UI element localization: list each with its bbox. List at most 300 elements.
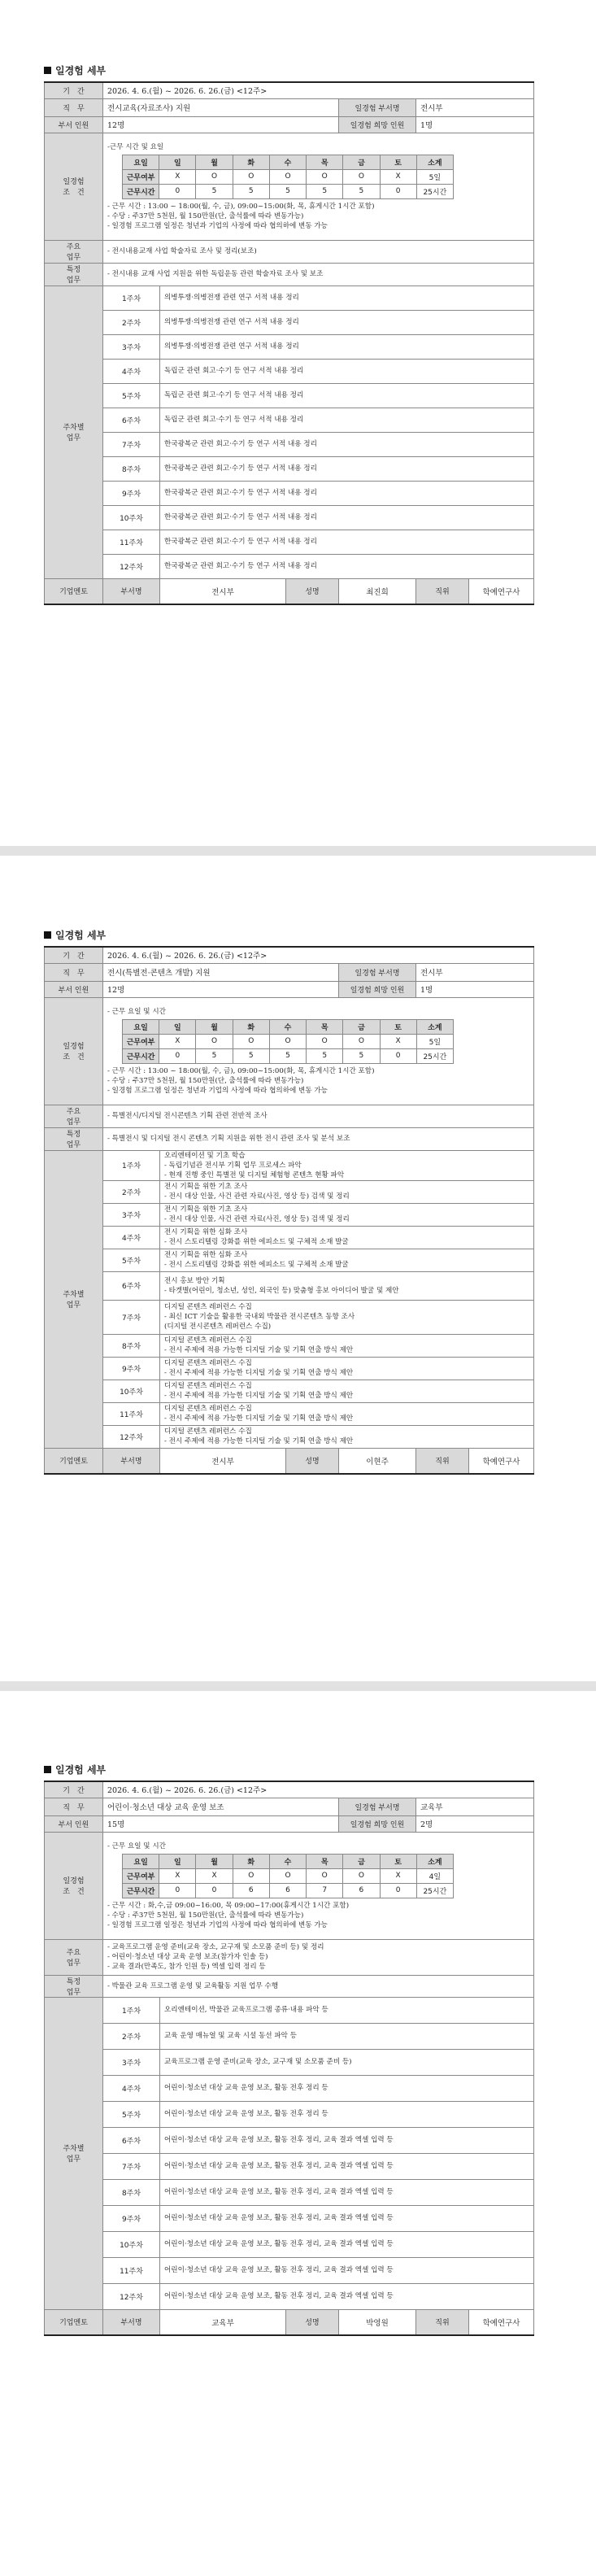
week-line: - 전시 주제에 적용 가능한 디지털 기술 및 기획 연출 방식 제안 xyxy=(164,1346,354,1354)
week-row xyxy=(45,285,534,310)
main-work-line: - 특별전시/디지털 전시콘텐츠 기획 관련 전반적 조사 xyxy=(107,1112,268,1120)
week-row xyxy=(45,1271,534,1300)
conditions-row xyxy=(45,997,534,1105)
schedule-cell: O xyxy=(269,169,306,184)
schedule-header-cell: 금 xyxy=(343,155,380,169)
week-content xyxy=(160,2205,534,2231)
hire-row xyxy=(45,981,534,997)
schedule-header-cell: 일 xyxy=(159,155,196,169)
schedule-row-label: 근무여부 xyxy=(123,1034,159,1048)
condition-note-line: - 수당 : 주37만 5천원, 월 150만원(단, 출석률에 따라 변동가능) xyxy=(107,1076,304,1085)
mentor-position-label: 직위 xyxy=(416,2309,469,2335)
mentor-dept-value: 교육부 xyxy=(160,2309,286,2335)
duty-value: 어린이·청소년 대상 교육 운영 보조 xyxy=(103,1798,339,1815)
week-label: 6주차 xyxy=(103,408,160,432)
schedule-cell: 5 xyxy=(343,184,380,198)
week-line: 디지털 콘텐츠 레퍼런스 수집 xyxy=(164,1336,252,1345)
host-dept-label: 일경험 부서명 xyxy=(339,98,416,116)
week-content xyxy=(160,1271,534,1300)
mentor-position-label: 직위 xyxy=(416,1448,469,1474)
conditions-label: 일경험 조 건 xyxy=(45,997,103,1105)
schedule-cell: 7 xyxy=(307,1883,343,1898)
mentor-dept-label: 부서명 xyxy=(103,2309,160,2335)
experience-table xyxy=(44,946,534,1475)
week-content xyxy=(160,2049,534,2075)
week-line: 디지털 콘텐츠 레퍼런스 수집 xyxy=(164,1427,252,1436)
schedule-row xyxy=(123,1883,454,1898)
week-row xyxy=(45,1150,534,1180)
week-line: 교육 운영 매뉴얼 및 교육 시설 동선 파악 등 xyxy=(164,2032,297,2040)
week-line: - 전시 스토리텔링 강화를 위한 에피소드 및 구체적 소재 발굴 xyxy=(164,1261,349,1269)
special-work-line: - 특별전시 및 디지털 전시 콘텐츠 기획 지원을 위한 전시 관련 조사 및 분석 보조 xyxy=(107,1135,350,1143)
main-work-row xyxy=(45,1939,534,1975)
main-work-value xyxy=(103,1105,534,1127)
square-bullet-icon xyxy=(44,931,51,939)
condition-note-line: - 일경험 프로그램 일정은 청년과 기업의 사정에 따라 협의하에 변동 가능 xyxy=(107,1920,328,1929)
week-label: 9주차 xyxy=(103,2205,160,2231)
host-count-label: 일경험 희망 인원 xyxy=(339,116,416,133)
schedule-cell: 5 xyxy=(269,184,306,198)
week-content xyxy=(160,2153,534,2179)
week-row xyxy=(45,334,534,359)
week-row xyxy=(45,432,534,456)
special-work-value xyxy=(103,1975,534,1997)
week-line: - 독립기념관 전시부 기획 업무 프로세스 파악 xyxy=(164,1161,302,1170)
schedule-cell: O xyxy=(196,169,233,184)
schedule-header-cell: 화 xyxy=(233,155,269,169)
conditions-value xyxy=(103,1832,534,1939)
mentor-name-label: 성명 xyxy=(286,578,339,604)
schedule-cell: 0 xyxy=(159,1883,196,1898)
special-work-value xyxy=(103,1127,534,1150)
week-row xyxy=(45,2283,534,2309)
week-line: - 전시 주제에 적용 가능한 디지털 기술 및 기획 연출 방식 제안 xyxy=(164,1437,354,1445)
week-row xyxy=(45,2075,534,2101)
week-row xyxy=(45,2153,534,2179)
week-content xyxy=(160,530,534,554)
schedule-header-row xyxy=(123,155,454,169)
week-content xyxy=(160,432,534,456)
week-label: 4주차 xyxy=(103,359,160,383)
schedule-table xyxy=(122,1854,454,1898)
week-line: - 전시 스토리텔링 강화를 위한 에피소드 및 구체적 소재 발굴 xyxy=(164,1238,349,1246)
duty-value: 전시(특별전·콘텐츠 개발) 지원 xyxy=(103,963,339,981)
week-label: 12주차 xyxy=(103,2283,160,2309)
weekly-work-label: 주차별 업무 xyxy=(45,1150,103,1448)
schedule-header-cell: 월 xyxy=(196,1019,233,1034)
week-line: - 현재 진행 중인 특별전 및 디지털 체험형 콘텐츠 현황 파악 xyxy=(164,1170,345,1179)
week-label: 7주차 xyxy=(103,2153,160,2179)
schedule-cell: X xyxy=(380,169,416,184)
week-line: 어린이·청소년 대상 교육 운영 보조, 활동 전후 정리, 교육 결과 엑셀 입력 등 xyxy=(164,2292,394,2300)
mentor-label: 기업멘토 xyxy=(45,1448,103,1474)
hire-count-value: 12명 xyxy=(103,116,339,133)
week-content xyxy=(160,2075,534,2101)
schedule-row xyxy=(123,184,454,198)
schedule-header-cell: 금 xyxy=(343,1019,380,1034)
main-work-value xyxy=(103,1939,534,1975)
period-label: 기 간 xyxy=(45,947,103,963)
special-work-label: 특정 업무 xyxy=(45,263,103,285)
week-label: 11주차 xyxy=(103,2257,160,2283)
week-row xyxy=(45,2257,534,2283)
week-line: 디지털 콘텐츠 레퍼런스 수집 xyxy=(164,1303,252,1311)
period-label: 기 간 xyxy=(45,1781,103,1798)
week-line: 의병투쟁·의병전쟁 관련 연구 서적 내용 정리 xyxy=(164,294,299,302)
schedule-cell: 5 xyxy=(196,184,233,198)
week-line: 전시 기획을 위한 기초 조사 xyxy=(164,1205,248,1214)
week-content xyxy=(160,481,534,505)
week-line: 독립군 관련 회고·수기 등 연구 서적 내용 정리 xyxy=(164,367,304,375)
week-row xyxy=(45,1249,534,1271)
experience-table xyxy=(44,81,534,605)
host-count-value: 1명 xyxy=(416,981,534,997)
main-work-label: 주요 업무 xyxy=(45,1939,103,1975)
week-label: 3주차 xyxy=(103,334,160,359)
schedule-row-label: 근무여부 xyxy=(123,169,159,184)
schedule-cell: 0 xyxy=(159,184,196,198)
conditions-row xyxy=(45,1832,534,1939)
week-row xyxy=(45,530,534,554)
duty-label: 직 무 xyxy=(45,963,103,981)
schedule-row-label: 근무시간 xyxy=(123,184,159,198)
section-title xyxy=(44,1763,533,1777)
week-row xyxy=(45,383,534,408)
host-dept-label: 일경험 부서명 xyxy=(339,963,416,981)
schedule-row xyxy=(123,1048,454,1063)
schedule-cell: 0 xyxy=(159,1048,196,1063)
schedule-header-cell: 소계 xyxy=(416,1019,453,1034)
schedule-header-cell: 화 xyxy=(233,1854,269,1868)
main-work-line: - 전시내용교재 사업 학술자료 조사 및 정리(보조) xyxy=(107,247,257,255)
special-work-value xyxy=(103,263,534,285)
mentor-name-label: 성명 xyxy=(286,1448,339,1474)
week-label: 8주차 xyxy=(103,456,160,481)
week-label: 11주차 xyxy=(103,1402,160,1425)
host-dept-value: 전시부 xyxy=(416,98,534,116)
schedule-cell: 0 xyxy=(380,1048,416,1063)
period-row xyxy=(45,82,534,98)
schedule-cell: X xyxy=(380,1868,416,1883)
week-line: 한국광복군 관련 회고·수기 등 연구 서적 내용 정리 xyxy=(164,538,317,546)
period-value: 2026. 4. 6.(월) ~ 2026. 6. 26.(금) <12주> xyxy=(103,1781,534,1798)
special-work-row xyxy=(45,1975,534,1997)
schedule-header-cell: 금 xyxy=(343,1854,380,1868)
special-work-line: - 전시내용 교재 사업 지원을 위한 독립운동 관련 학술자료 조사 및 보조 xyxy=(107,270,324,278)
host-dept-label: 일경험 부서명 xyxy=(339,1798,416,1815)
period-value: 2026. 4. 6.(월) ~ 2026. 6. 26.(금) <12주> xyxy=(103,82,534,98)
schedule-header-cell: 목 xyxy=(307,155,343,169)
schedule-cell: X xyxy=(159,169,196,184)
schedule-cell: X xyxy=(196,1868,233,1883)
mentor-position-label: 직위 xyxy=(416,578,469,604)
condition-note-line: - 근무 시간 : 13:00 ~ 18:00(월, 수, 금), 09:00~15:00(화, 목, 휴게시간 1시간 포함) xyxy=(107,1066,375,1075)
schedule-cell: O xyxy=(233,169,269,184)
main-work-label: 주요 업무 xyxy=(45,240,103,263)
mentor-row xyxy=(45,578,534,604)
week-row xyxy=(45,1997,534,2023)
week-line: 어린이·청소년 대상 교육 운영 보조, 활동 전후 정리, 교육 결과 엑셀 입력 등 xyxy=(164,2136,394,2144)
schedule-cell: O xyxy=(307,1034,343,1048)
schedule-cell: O xyxy=(269,1868,306,1883)
week-line: 교육프로그램 운영 준비(교육 장소, 교구재 및 소모품 준비 등) xyxy=(164,2058,352,2066)
host-dept-value: 교육부 xyxy=(416,1798,534,1815)
page-gap xyxy=(0,846,596,856)
conditions-title: - 근무 요일 및 시간 xyxy=(107,1007,166,1016)
schedule-header-cell: 수 xyxy=(269,155,306,169)
week-content xyxy=(160,1300,534,1334)
schedule-cell: O xyxy=(307,1868,343,1883)
week-content xyxy=(160,1150,534,1180)
week-line: 전시 기획을 위한 심화 조사 xyxy=(164,1228,248,1236)
week-line: 오리엔테이션, 박물관 교육프로그램 종류·내용 파악 등 xyxy=(164,2006,328,2014)
hire-count-value: 12명 xyxy=(103,981,339,997)
condition-note-line: - 근무 시간 : 13:00 ~ 18:00(월, 수, 금), 09:00~15:00(화, 목, 휴게시간 1시간 포함) xyxy=(107,202,375,211)
schedule-header-row xyxy=(123,1019,454,1034)
mentor-label: 기업멘토 xyxy=(45,578,103,604)
hire-row xyxy=(45,116,534,133)
week-content xyxy=(160,1997,534,2023)
week-row xyxy=(45,1226,534,1249)
duty-label: 직 무 xyxy=(45,1798,103,1815)
condition-note-line: - 일경험 프로그램 일정은 청년과 기업의 사정에 따라 협의하에 변동 가능 xyxy=(107,221,328,230)
week-label: 10주차 xyxy=(103,505,160,530)
week-content xyxy=(160,408,534,432)
week-line: - 전시 주제에 적용 가능한 디지털 기술 및 기획 연출 방식 제안 xyxy=(164,1392,354,1400)
schedule-row xyxy=(123,1034,454,1048)
week-line: - 전시 대상 인물, 사건 관련 자료(사진, 영상 등) 검색 및 정리 xyxy=(164,1192,350,1201)
conditions-title: -근무 시간 및 요일 xyxy=(107,142,164,151)
schedule-cell: 25시간 xyxy=(416,1048,453,1063)
main-work-row xyxy=(45,1105,534,1127)
schedule-row-label: 근무시간 xyxy=(123,1883,159,1898)
mentor-dept-label: 부서명 xyxy=(103,578,160,604)
weekly-work-label: 주차별 업무 xyxy=(45,1997,103,2309)
week-content xyxy=(160,505,534,530)
week-line: 어린이·청소년 대상 교육 운영 보조, 활동 전후 정리, 교육 결과 엑셀 입력 등 xyxy=(164,2214,394,2222)
mentor-position-value: 학예연구사 xyxy=(469,1448,534,1474)
week-label: 6주차 xyxy=(103,1271,160,1300)
week-content xyxy=(160,2101,534,2127)
schedule-cell: O xyxy=(269,1034,306,1048)
week-content xyxy=(160,383,534,408)
duty-row xyxy=(45,963,534,981)
hire-row xyxy=(45,1815,534,1832)
schedule-header-cell: 요일 xyxy=(123,1854,159,1868)
schedule-cell: 5 xyxy=(233,1048,269,1063)
mentor-name-label: 성명 xyxy=(286,2309,339,2335)
week-row xyxy=(45,408,534,432)
week-content xyxy=(160,1249,534,1271)
week-content xyxy=(160,310,534,334)
schedule-cell: 5일 xyxy=(416,1034,453,1048)
week-content xyxy=(160,2179,534,2205)
schedule-cell: O xyxy=(196,1034,233,1048)
host-count-label: 일경험 희망 인원 xyxy=(339,981,416,997)
page-gap xyxy=(0,1681,596,1691)
week-content xyxy=(160,1402,534,1425)
conditions-value xyxy=(103,997,534,1105)
mentor-dept-value: 전시부 xyxy=(160,1448,286,1474)
week-line: 어린이·청소년 대상 교육 운영 보조, 활동 전후 정리 등 xyxy=(164,2084,328,2092)
week-line: 독립군 관련 회고·수기 등 연구 서적 내용 정리 xyxy=(164,416,304,424)
dept-hire-label: 부서 인원 xyxy=(45,981,103,997)
week-line: 한국광복군 관련 회고·수기 등 연구 서적 내용 정리 xyxy=(164,464,317,473)
week-line: - 전시 주제에 적용 가능한 디지털 기술 및 기획 연출 방식 제안 xyxy=(164,1414,354,1423)
week-content xyxy=(160,554,534,578)
week-label: 9주차 xyxy=(103,1357,160,1380)
week-label: 5주차 xyxy=(103,383,160,408)
week-label: 2주차 xyxy=(103,310,160,334)
schedule-cell: O xyxy=(343,1034,380,1048)
week-content xyxy=(160,1425,534,1448)
schedule-header-cell: 목 xyxy=(307,1019,343,1034)
schedule-table xyxy=(122,155,454,199)
week-label: 3주차 xyxy=(103,1203,160,1226)
week-row xyxy=(45,1380,534,1402)
week-line: - 전시 대상 인물, 사건 관련 자료(사진, 영상 등) 검색 및 정리 xyxy=(164,1215,350,1223)
week-row xyxy=(45,2179,534,2205)
schedule-header-cell: 목 xyxy=(307,1854,343,1868)
duty-row xyxy=(45,98,534,116)
schedule-cell: 5 xyxy=(269,1048,306,1063)
week-line: 의병투쟁·의병전쟁 관련 연구 서적 내용 정리 xyxy=(164,318,299,326)
week-line: 한국광복군 관련 회고·수기 등 연구 서적 내용 정리 xyxy=(164,562,317,570)
schedule-cell: 4일 xyxy=(416,1868,453,1883)
week-line: (디지털 전시콘텐츠 레퍼런스 수집) xyxy=(164,1323,272,1331)
conditions-row xyxy=(45,133,534,240)
week-row xyxy=(45,2231,534,2257)
schedule-header-cell: 일 xyxy=(159,1019,196,1034)
conditions-value xyxy=(103,133,534,240)
week-content xyxy=(160,2231,534,2257)
week-line: - 최신 ICT 기술을 활용한 국내외 박물관 전시콘텐츠 동향 조사 xyxy=(164,1313,355,1321)
schedule-row xyxy=(123,169,454,184)
schedule-cell: O xyxy=(343,1868,380,1883)
week-row xyxy=(45,2101,534,2127)
week-line: 한국광복군 관련 회고·수기 등 연구 서적 내용 정리 xyxy=(164,489,317,497)
week-row xyxy=(45,505,534,530)
week-label: 5주차 xyxy=(103,2101,160,2127)
week-content xyxy=(160,2257,534,2283)
schedule-cell: 0 xyxy=(380,1883,416,1898)
section-title xyxy=(44,928,533,943)
week-row xyxy=(45,1203,534,1226)
week-content xyxy=(160,1357,534,1380)
mentor-position-value: 학예연구사 xyxy=(469,2309,534,2335)
week-line: 어린이·청소년 대상 교육 운영 보조, 활동 전후 정리 등 xyxy=(164,2110,328,2118)
special-work-row xyxy=(45,263,534,285)
schedule-cell: X xyxy=(380,1034,416,1048)
week-line: 전시 홍보 방안 기획 xyxy=(164,1276,225,1285)
schedule-cell: 5일 xyxy=(416,169,453,184)
weekly-work-label: 주차별 업무 xyxy=(45,285,103,578)
week-content xyxy=(160,2127,534,2153)
square-bullet-icon xyxy=(44,67,51,74)
week-row xyxy=(45,1402,534,1425)
schedule-header-cell: 수 xyxy=(269,1019,306,1034)
conditions-title: - 근무 요일 및 시간 xyxy=(107,1842,166,1850)
schedule-cell: O xyxy=(307,169,343,184)
host-dept-value: 전시부 xyxy=(416,963,534,981)
week-row xyxy=(45,359,534,383)
week-line: 디지털 콘텐츠 레퍼런스 수집 xyxy=(164,1405,252,1413)
special-work-label: 특정 업무 xyxy=(45,1127,103,1150)
duty-row xyxy=(45,1798,534,1815)
week-line: 어린이·청소년 대상 교육 운영 보조, 활동 전후 정리, 교육 결과 엑셀 입력 등 xyxy=(164,2240,394,2248)
week-row xyxy=(45,1180,534,1203)
week-label: 12주차 xyxy=(103,1425,160,1448)
experience-table xyxy=(44,1781,534,2336)
week-row xyxy=(45,1425,534,1448)
mentor-row xyxy=(45,2309,534,2335)
week-line: 디지털 콘텐츠 레퍼런스 수집 xyxy=(164,1382,252,1390)
week-content xyxy=(160,2283,534,2309)
period-label: 기 간 xyxy=(45,82,103,98)
duty-label: 직 무 xyxy=(45,98,103,116)
week-row xyxy=(45,2205,534,2231)
schedule-header-cell: 소계 xyxy=(416,155,453,169)
week-label: 5주차 xyxy=(103,1249,160,1271)
week-content xyxy=(160,1180,534,1203)
schedule-row xyxy=(123,1868,454,1883)
special-work-label: 특정 업무 xyxy=(45,1975,103,1997)
condition-note-line: - 수당 : 주37만 5천원, 월 150만원(단, 출석률에 따라 변동가능) xyxy=(107,1911,304,1920)
host-count-value: 1명 xyxy=(416,116,534,133)
condition-note-line: - 근무 시간 : 화,수,금 09:00~16:00, 목 09:00~17:00(휴게시간 1시간 포함) xyxy=(107,1901,350,1910)
section-2 xyxy=(44,928,533,1475)
special-work-line: - 박물관 교육 프로그램 운영 및 교육활동 지원 업무 수행 xyxy=(107,1981,279,1990)
week-content xyxy=(160,2023,534,2049)
week-line: 디지털 콘텐츠 레퍼런스 수집 xyxy=(164,1359,252,1367)
schedule-header-cell: 일 xyxy=(159,1854,196,1868)
week-row xyxy=(45,2127,534,2153)
mentor-row xyxy=(45,1448,534,1474)
schedule-cell: 6 xyxy=(233,1883,269,1898)
period-value: 2026. 4. 6.(월) ~ 2026. 6. 26.(금) <12주> xyxy=(103,947,534,963)
week-row xyxy=(45,554,534,578)
dept-hire-label: 부서 인원 xyxy=(45,1815,103,1832)
schedule-header-cell: 토 xyxy=(380,1019,416,1034)
week-label: 1주차 xyxy=(103,285,160,310)
schedule-cell: 25시간 xyxy=(416,184,453,198)
mentor-name-value: 이현주 xyxy=(339,1448,416,1474)
week-line: 어린이·청소년 대상 교육 운영 보조, 활동 전후 정리, 교육 결과 엑셀 입력 등 xyxy=(164,2188,394,2196)
week-label: 1주차 xyxy=(103,1150,160,1180)
week-label: 4주차 xyxy=(103,2075,160,2101)
week-row xyxy=(45,2049,534,2075)
section-title-text: 일경험 세부 xyxy=(55,65,107,76)
period-row xyxy=(45,1781,534,1798)
conditions-label: 일경험 조 건 xyxy=(45,1832,103,1939)
week-label: 9주차 xyxy=(103,481,160,505)
week-line: 한국광복군 관련 회고·수기 등 연구 서적 내용 정리 xyxy=(164,513,317,521)
schedule-header-cell: 월 xyxy=(196,1854,233,1868)
schedule-header-cell: 요일 xyxy=(123,155,159,169)
main-work-line: - 교육 결과(만족도, 참가 인원 등) 엑셀 입력 정리 등 xyxy=(107,1963,266,1971)
section-title-text: 일경험 세부 xyxy=(55,1764,107,1776)
schedule-table xyxy=(122,1019,454,1064)
duty-value: 전시교육(자료조사) 지원 xyxy=(103,98,339,116)
week-label: 3주차 xyxy=(103,2049,160,2075)
schedule-header-cell: 소계 xyxy=(416,1854,453,1868)
week-label: 10주차 xyxy=(103,2231,160,2257)
week-label: 1주차 xyxy=(103,1997,160,2023)
week-label: 7주차 xyxy=(103,432,160,456)
period-row xyxy=(45,947,534,963)
schedule-cell: 5 xyxy=(233,184,269,198)
week-line: 의병투쟁·의병전쟁 관련 연구 서적 내용 정리 xyxy=(164,342,299,351)
